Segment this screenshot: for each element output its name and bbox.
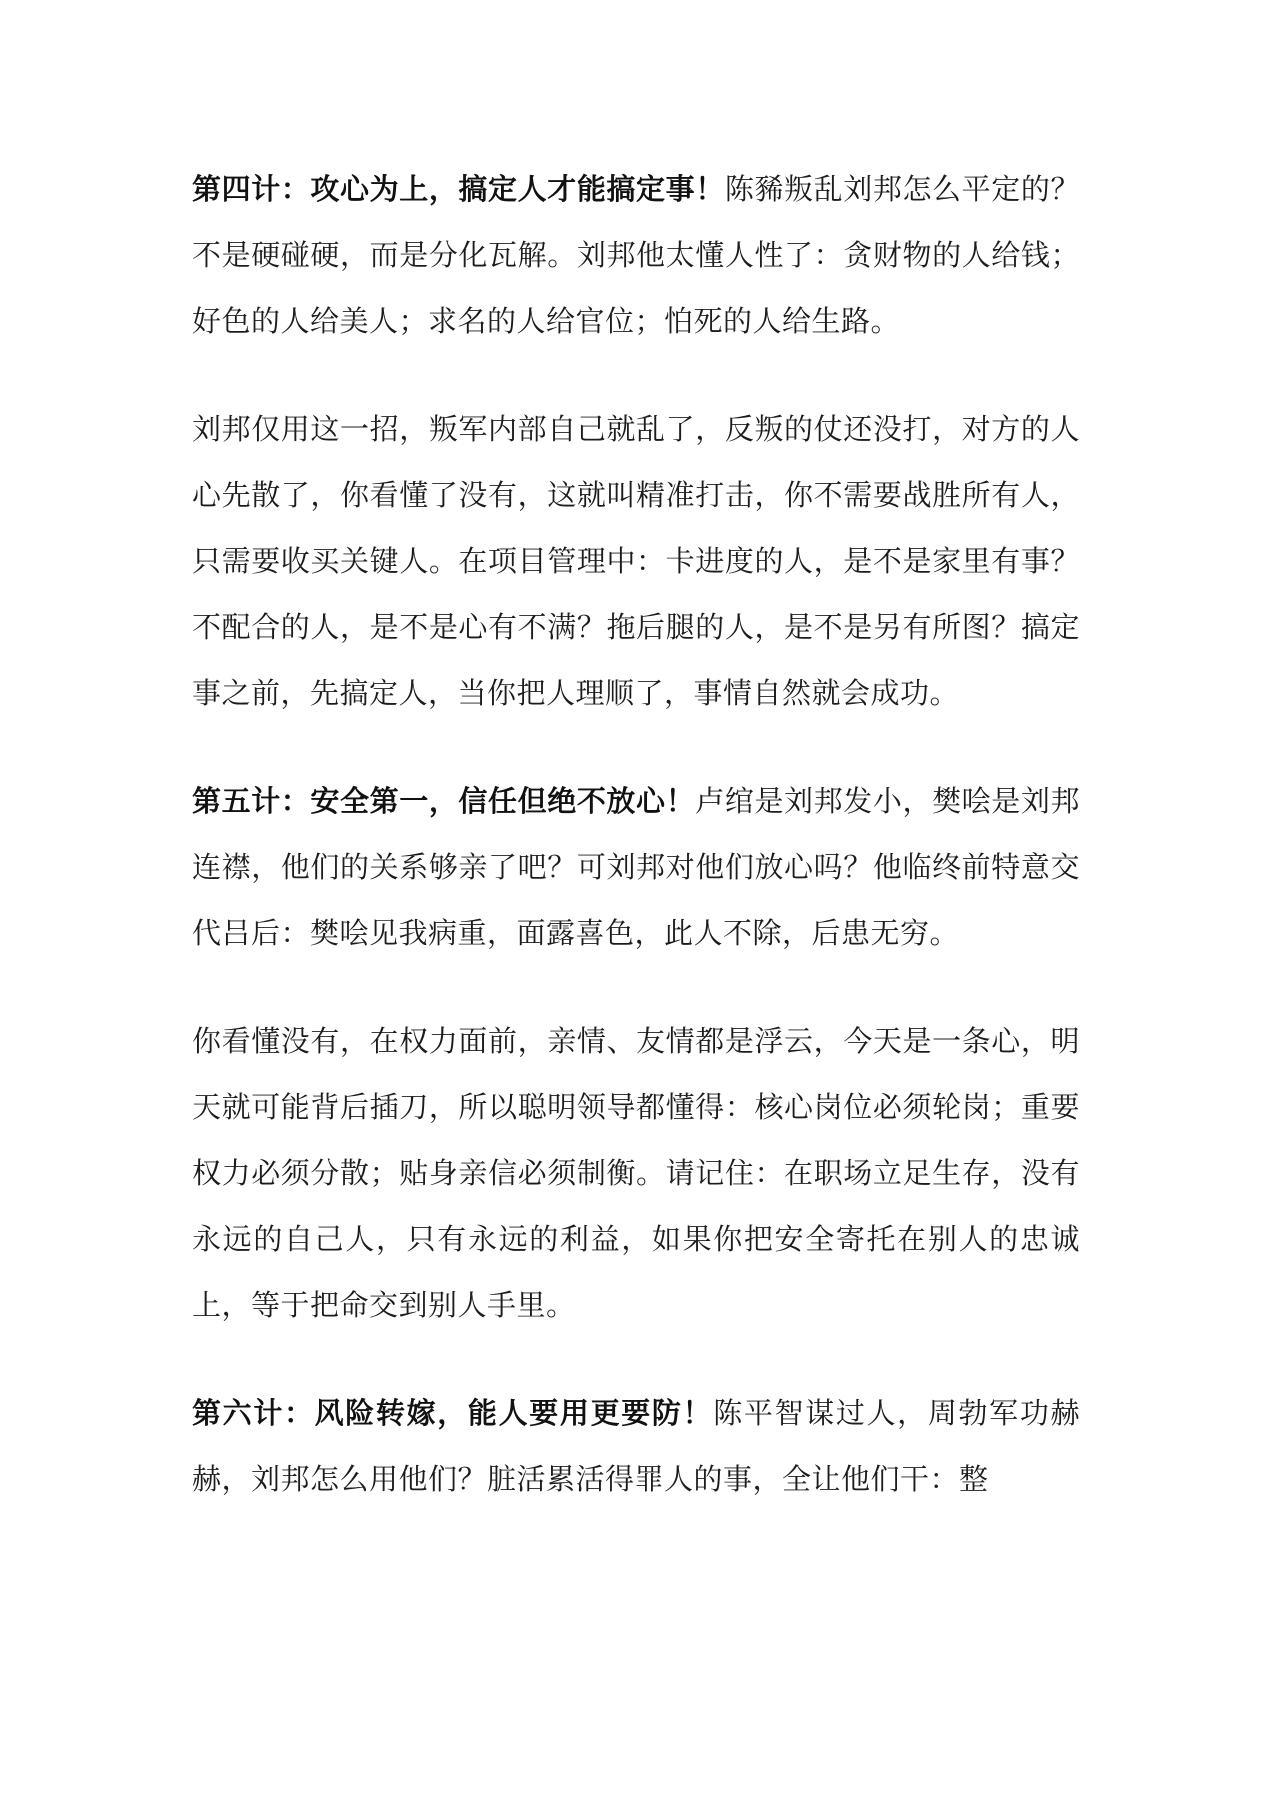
- strategy-4-text: 陈豨叛乱刘邦怎么平定的？不是硬碰硬，而是分化瓦解。刘邦他太懂人性了：贪财物的人给钱；好色的人给美人；求名的人给官位；怕死的人给生路。: [192, 172, 1080, 338]
- paragraph-strategy-6: [192, 1380, 1080, 1512]
- strategy-6-heading: 第六计：风险转嫁，能人要用更要防！: [192, 1396, 714, 1430]
- strategy-4-heading: 第四计：攻心为上，搞定人才能搞定事！: [192, 172, 725, 206]
- strategy-5-detail-text: 你看懂没有，在权力面前，亲情、友情都是浮云，今天是一条心，明天就可能背后插刀，所以聪明领导都懂得：核心岗位必须轮岗；重要权力必须分散；贴身亲信必须制衡。请记住：在职场立足生存，没有永远的自己人，只有永远的利益，如果你把安全寄托在别人的忠诚上，等于把命交到别人手里。: [192, 1024, 1080, 1322]
- strategy-5-text: 卢绾是刘邦发小，樊哙是刘邦连襟，他们的关系够亲了吧？可刘邦对他们放心吗？他临终前特意交代吕后：樊哙见我病重，面露喜色，此人不除，后患无穷。: [192, 784, 1080, 950]
- paragraph-strategy-5: [192, 768, 1080, 966]
- strategy-5-heading: 第五计：安全第一，信任但绝不放心！: [192, 784, 696, 818]
- paragraph-strategy-4: [192, 156, 1080, 354]
- document-body: [192, 156, 1080, 1554]
- paragraph-strategy-5-detail: [192, 1008, 1080, 1338]
- strategy-6-text: 陈平智谋过人，周勃军功赫赫，刘邦怎么用他们？脏活累活得罪人的事，全让他们干：整: [192, 1396, 1080, 1496]
- strategy-4-detail-text: 刘邦仅用这一招，叛军内部自己就乱了，反叛的仗还没打，对方的人心先散了，你看懂了没有，这就叫精准打击，你不需要战胜所有人，只需要收买关键人。在项目管理中：卡进度的人，是不是家里有事？不配合的人，是不是心有不满？拖后腿的人，是不是另有所图？搞定事之前，先搞定人，当你把人理顺了，事情自然就会成功。: [192, 412, 1080, 710]
- paragraph-strategy-4-detail: [192, 396, 1080, 726]
